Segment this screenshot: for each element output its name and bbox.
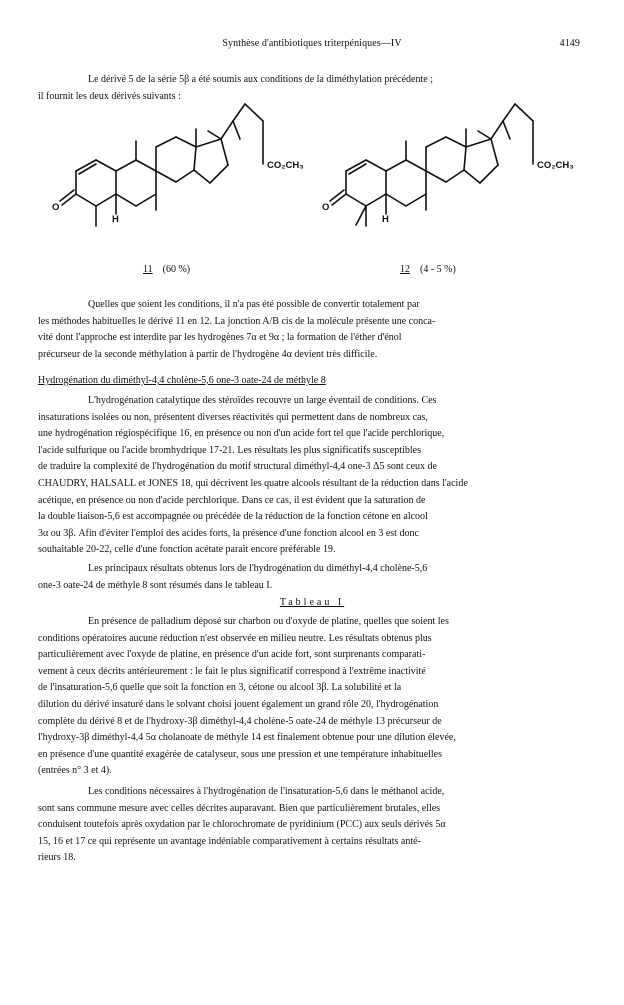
text-line: rieurs 18. [38,852,76,864]
text-line: les méthodes habituelles le dérivé 11 en 12. La jonction A/B cis de la molécule présente une conca- [38,315,436,327]
gem-dimethyl-bond [356,206,366,225]
text-line: vité dont l'approche est interdite par les hydrogènes 7α et 9α ; la formation de l'éther d'énol [38,332,402,344]
text-line: l'acide sulfurique ou l'acide bromhydrique 17-21. Les résultats les plus significatifs susceptibles [38,444,421,456]
text-line: Quelles que soient les conditions, il n'a pas été possible de convertir totalement par [88,299,420,310]
oxygen-label-12: O [322,202,330,213]
text-line: 15, 16 et 17 ce qui représente un avantage indéniable comparativement à certains résultats anté- [38,835,421,847]
text-line: en présence d'une quantité exagérée de catalyseur, sous une pression et une température inhabituelles [38,748,443,760]
text-line: vement à ceux décrits antérieurement : le fait le plus significatif correspond à l'extrême inactivité [38,665,426,677]
section-heading: Hydrogénation du diméthyl-4,4 cholène-5,6 one-3 oate-24 de méthyle 8 [38,375,326,386]
hydrogen-label-11: H [112,214,119,225]
steroid-structure-12 [330,104,533,226]
paragraph-hydrogenation [38,393,586,559]
steroid-structure-11 [60,104,263,226]
text-line: acétique, en présence ou non d'acide perchlorique. Dans ce cas, il est évident que la saturation de [38,494,426,506]
text-line: En présence de palladium déposé sur charbon ou d'oxyde de platine, quelles que soient les [88,616,449,627]
text-line: particulièrement avec l'oxyde de platine, en présence d'un acide fort, sont surprenants comparati- [38,649,426,661]
substituent-label-11: CO₂CH₃ [267,160,304,171]
hydrogen-label-12: H [382,214,389,225]
text-line: one-3 oate-24 de méthyle 8 sont résumés dans le tableau I. [38,579,273,591]
text-line: la double liaison-5,6 est accompagnée ou précédée de la réduction de la fonction cétone en alcool [38,511,428,523]
text-line: complète du dérivé 8 et de l'hydroxy-3β diméthyl-4,4 cholène-5 oate-24 de méthyle 13 précurseur de [38,715,442,727]
text-line: conduisent toutefois après oxydation par le chlorochromate de pyridinium (PCC) aux seuls dérivés 5α [38,819,446,831]
text-line: Les principaux résultats obtenus lors de l'hydrogénation du diméthyl-4,4 cholène-5,6 [88,563,428,574]
text-line: de l'insaturation-5,6 quelle que soit la fonction en 3, cétone ou alcool 3β. La solubilité et la [38,682,402,694]
text-line: de traduire la complexité de l'hydrogénation du motif structural diméthyl-4,4 one-3 Δ5 sont ceux de [38,461,437,473]
text-line: souhaitable 20-22, celle d'une fonction acétate paraît encore préférable 19. [38,544,336,556]
oxygen-label-11: O [52,202,60,213]
compound-caption-12: 12 (4 - 5 %) [400,264,456,275]
table-title: Tableau I [279,597,345,608]
text-line: CHAUDRY, HALSALL et JONES 18, qui décrivent les quatre alcools résultant de la réduction dans l'acide [38,477,468,489]
text-line: 3α ou 3β. Afin d'éviter l'emploi des acides forts, la présence d'une fonction alcool en 3 est donc [38,527,419,539]
paragraph-conclusion [38,784,586,867]
paragraph-catalysts [38,614,586,780]
text-line: sont sans commune mesure avec celles décrites auparavant. Bien que particulièrement brutales, elles [38,802,441,814]
page-number: 4149 [559,38,580,49]
text-line: précurseur de la seconde méthylation à partir de l'hydrogène 4α devient très difficile. [38,348,378,360]
chemical-structures-figure [0,0,624,300]
text-line: insaturations isolées ou non, présentent diverses réactivités qui permettent dans de nombreux cas, [38,411,428,423]
paragraph-conditions [38,297,586,363]
text-line: dilution du dérivé insaturé dans le solvant choisi jouent également un grand rôle 20, l'hydrogénation [38,698,439,710]
text-line: conditions opératoires aucune réduction n'est observée en milieu neutre. Les résultats obtenus plus [38,632,432,644]
text-line: l'hydroxy-3β diméthyl-4,4 5α cholanoate de méthyle 14 est finalement obtenue pour une dilution élevée, [38,732,456,744]
text-line: une hydrogénation régiospécifique 16, en présence ou non d'un acide fort tel que l'acide perchlorique, [38,428,445,440]
substituent-label-12: CO₂CH₃ [537,160,574,171]
running-header-title: Synthèse d'antibiotiques triterpéniques—IV [222,38,402,49]
text-line: (entrées n° 3 et 4). [38,765,112,777]
paragraph-results [38,561,586,594]
compound-caption-11: 11 (60 %) [143,264,191,275]
text-line: L'hydrogénation catalytique des stéroïdes recouvre un large éventail de conditions. Ces [88,395,437,406]
text-line: Le dérivé 5 de la série 5β a été soumis aux conditions de la diméthylation précédente ; [88,74,433,85]
text-line: Les conditions nécessaires à l'hydrogénation de l'insaturation-5,6 dans le méthanol acide, [88,786,445,797]
text-line: il fournit les deux dérivés suivants : [38,90,181,102]
